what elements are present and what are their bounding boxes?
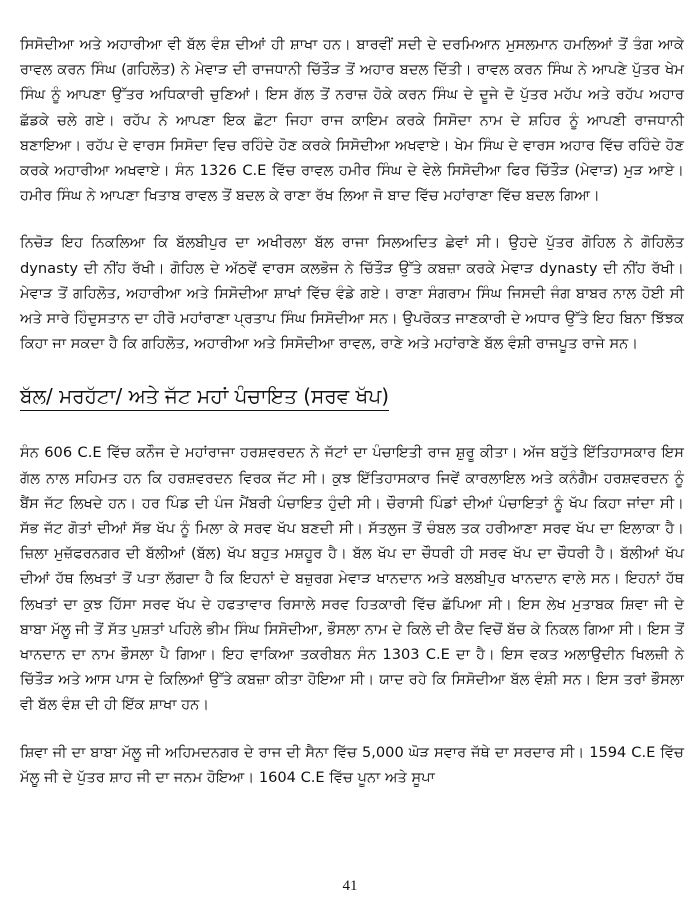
page-number: 41 <box>342 878 358 894</box>
paragraph-shivaji: ਸ਼ਿਵਾ ਜੀ ਦਾ ਬਾਬਾ ਮੱਲੂ ਜੀ ਅਹਿਮਦਨਗਰ ਦੇ ਰਾਜ ਦੀ ਸੈਨਾ ਵਿੱਚ 5,000 ਘੋੜ ਸਵਾਰ ਜੱਥੇ ਦਾ ਸਰਦਾਰ ਸੀ। 1594 C.E ਵਿੱਚ ਮੱਲੂ ਜੀ ਦੇ ਪੁੱਤਰ ਸ਼ਾਹ ਜੀ ਦਾ ਜਨਮ ਹੋਇਆ। 1604 C.E ਵਿੱਚ ਪੂਨਾ ਅਤੇ ਸੂਪਾ <box>20 743 684 786</box>
paragraph-sisodia-ahariya: ਸਿਸੋਦੀਆ ਅਤੇ ਅਹਾਰੀਆ ਵੀ ਬੱਲ ਵੰਸ਼ ਦੀਆਂ ਹੀ ਸ਼ਾਖਾ ਹਨ। ਬਾਰਵੀਂ ਸਦੀ ਦੇ ਦਰਮਿਆਨ ਮੁਸਲਮਾਨ ਹਮਲਿਆਂ ਤੋਂ ਤੰਗ ਆਕੇ ਰਾਵਲ ਕਰਨ ਸਿੰਘ (ਗਹਿਲੋਤ) ਨੇ ਮੇਵਾੜ ਦੀ ਰਾਜਧਾਨੀ ਚਿੱਤੌੜ ਤੋਂ ਅਹਾਰ ਬਦਲ ਦਿੱਤੀ। ਰਾਵਲ ਕਰਨ ਸਿੰਘ ਨੇ ਆਪਣੇ ਪੁੱਤਰ ਖੇਮ ਸਿੰਘ ਨੂੰ ਆਪਣਾ ਉੱਤਰ ਅਧਿਕਾਰੀ ਚੁਣਿਆਂ। ਇਸ ਗੱਲ ਤੋਂ ਨਰਾਜ਼ ਹੋਕੇ ਕਰਨ ਸਿੰਘ ਦੇ ਦੂਜੇ ਦੋ ਪੁੱਤਰ ਮਹੱਪ ਅਤੇ ਰਹੱਪ ਅਹਾਰ ਛੱਡਕੇ ਚਲੇ ਗਏ। ਰਹੱਪ ਨੇ ਆਪਣਾ ਇਕ ਛੋਟਾ ਜਿਹਾ ਰਾਜ ਕਾਇਮ ਕਰਕੇ ਸਿਸੋਦਾ ਨਾਮ ਦੇ ਸ਼ਹਿਰ ਨੂੰ ਆਪਣੀ ਰਾਜਧਾਨੀ ਬਣਾਇਆ। ਰਹੱਪ ਦੇ ਵਾਰਸ ਸਿਸੋਦਾ ਵਿਚ ਰਹਿੰਦੇ ਹੋਣ ਕਰਕੇ ਸਿਸੋਦੀਆ ਅਖਵਾਏ। ਖੇਮ ਸਿੰਘ ਦੇ ਵਾਰਸ ਅਹਾਰ ਵਿੱਚ ਰਹਿੰਦੇ ਹੋਣ ਕਰਕੇ ਅਹਾਰੀਆ ਅਖਵਾਏ। ਸੰਨ 1326 C.E ਵਿੱਚ ਰਾਵਲ ਹਮੀਰ ਸਿੰਘ ਦੇ ਵੇਲੇ ਸਿਸੋਦੀਆ ਫਿਰ ਚਿੱਤੌੜ (ਮੇਵਾੜ) ਮੁੜ ਆਏ। ਹਮੀਰ ਸਿੰਘ ਨੇ ਆਪਣਾ ਖਿਤਾਬ ਰਾਵਲ ਤੋਂ ਬਦਲ ਕੇ ਰਾਣਾ ਰੱਖ ਲਿਆ ਜੋ ਬਾਦ ਵਿੱਚ ਮਹਾਂਰਾਣਾ ਵਿੱਚ ਬਦਲ ਗਿਆ। <box>20 36 684 205</box>
paragraph-conclusion: ਨਿਚੋੜ ਇਹ ਨਿਕਲਿਆ ਕਿ ਬੱਲਬੀਪੁਰ ਦਾ ਅਖੀਰਲਾ ਬੱਲ ਰਾਜਾ ਸਿਲਅਦਿਤ ਛੇਵਾਂ ਸੀ। ਉਹਦੇ ਪੁੱਤਰ ਗੋਹਿਲ ਨੇ ਗੋਹਿਲੋਤ dynasty ਦੀ ਨੀਂਹ ਰੱਖੀ। ਗੋਹਿਲ ਦੇ ਅੱਠਵੇਂ ਵਾਰਸ ਕਲਭੋਜ ਨੇ ਚਿੱਤੌੜ ਉੱਤੇ ਕਬਜ਼ਾ ਕਰਕੇ ਮੇਵਾੜ dynasty ਦੀ ਨੀਂਹ ਰੱਖੀ। ਮੇਵਾੜ ਤੋਂ ਗਹਿਲੋਤ, ਅਹਾਰੀਆ ਅਤੇ ਸਿਸੋਦੀਆ ਸ਼ਾਖਾਂ ਵਿੱਚ ਵੰਡੇ ਗਏ। ਰਾਣਾ ਸੰਗਰਾਮ ਸਿੰਘ ਜਿਸਦੀ ਜੰਗ ਬਾਬਰ ਨਾਲ ਹੋਈ ਸੀ ਅਤੇ ਸਾਰੇ ਹਿੰਦੁਸਤਾਨ ਦਾ ਹੀਰੋ ਮਹਾਂਰਾਣਾ ਪ੍ਰਤਾਪ ਸਿੰਘ ਸਿਸੋਦੀਆ ਸਨ। ਉਪਰੋਕਤ ਜਾਣਕਾਰੀ ਦੇ ਅਧਾਰ ਉੱਤੇ ਇਹ ਬਿਨਾ ਝਿੱਝਕ ਕਿਹਾ ਜਾ ਸਕਦਾ ਹੈ ਕਿ ਗਹਿਲੋਤ, ਅਹਾਰੀਆ ਅਤੇ ਸਿਸੋਦੀਆ ਰਾਵਲ, ਰਾਣੇ ਅਤੇ ਮਹਾਂਰਾਣੇ ਬੱਲ ਵੰਸ਼ੀ ਰਾਜਪੂਤ ਰਾਜੇ ਸਨ। <box>20 234 684 353</box>
section-heading <box>20 382 684 410</box>
paragraph-panchayat: ਸੰਨ 606 C.E ਵਿੱਚ ਕਨੌਜ ਦੇ ਮਹਾਂਰਾਜਾ ਹਰਸ਼ਵਰਦਨ ਨੇ ਜੱਟਾਂ ਦਾ ਪੰਚਾਇਤੀ ਰਾਜ ਸ਼ੁਰੂ ਕੀਤਾ। ਅੱਜ ਬਹੁੱਤੇ ਇੱਤਿਹਾਸਕਾਰ ਇਸ ਗੱਲ ਨਾਲ ਸਹਿਮਤ ਹਨ ਕਿ ਹਰਸ਼ਵਰਦਨ ਵਿਰਕ ਜੱਟ ਸੀ। ਕੁਝ ਇੱਤਿਹਾਸਕਾਰ ਜਿਵੇਂ ਕਾਰਲਾਇਲ ਅਤੇ ਕਨੰਗੈਮ ਹਰਸ਼ਵਰਦਨ ਨੂੰ ਬੈਂਸ ਜੱਟ ਲਿਖਦੇ ਹਨ। ਹਰ ਪਿੰਡ ਦੀ ਪੰਜ ਮੈਂਬਰੀ ਪੰਚਾਇਤ ਹੁੰਦੀ ਸੀ। ਚੌਰਾਸੀ ਪਿੰਡਾਂ ਦੀਆਂ ਪੰਚਾਇਤਾਂ ਨੂੰ ਖੱਪ ਕਿਹਾ ਜਾਂਦਾ ਸੀ। ਸੱਭ ਜੱਟ ਗੋਤਾਂ ਦੀਆਂ ਸੱਭ ਖੱਪ ਨੂੰ ਮਿਲਾ ਕੇ ਸਰਵ ਖੱਪ ਬਣਦੀ ਸੀ। ਸੱਤਲੁਜ ਤੋਂ ਚੰਬਲ ਤਕ ਹਰੀਆਣਾ ਸਰਵ ਖੱਪ ਦਾ ਇਲਾਕਾ ਹੈ। ਜ਼ਿਲਾ ਮੁਜ਼ੱਫਰਨਗਰ ਦੀ ਬੱਲੀਆਂ (ਬੱਲ) ਖੱਪ ਬਹੁਤ ਮਸ਼ਹੂਰ ਹੈ। ਬੱਲ ਖੱਪ ਦਾ ਚੌਧਰੀ ਹੀ ਸਰਵ ਖੱਪ ਦਾ ਚੌਧਰੀ ਹੈ। ਬੱਲੀਆਂ ਖੱਪ ਦੀਆਂ ਹੱਥ ਲਿਖਤਾਂ ਤੋਂ ਪਤਾ ਲੱਗਦਾ ਹੈ ਕਿ ਇਹਨਾਂ ਦੇ ਬਜ਼ੁਰਗ ਮੇਵਾੜ ਖਾਨਦਾਨ ਅਤੇ ਬਲਬੀਪੁਰ ਖਾਨਦਾਨ ਵਾਲੇ ਸਨ। ਇਹਨਾਂ ਹੱਥ ਲਿਖਤਾਂ ਦਾ ਕੁਝ ਹਿੱਸਾ ਸਰਵ ਖੱਪ ਦੇ ਹਫਤਾਵਾਰ ਰਿਸਾਲੇ ਸਰਵ ਹਿਤਕਾਰੀ ਵਿੱਚ ਛੱਪਿਆ ਸੀ। ਇਸ ਲੇਖ ਮੁਤਾਬਕ ਸ਼ਿਵਾ ਜੀ ਦੇ ਬਾਬਾ ਮੱਲੂ ਜੀ ਤੋਂ ਸੱਤ ਪੁਸ਼ਤਾਂ ਪਹਿਲੇ ਭੀਮ ਸਿੰਘ ਸਿਸੋਦੀਆ, ਭੌਸਲਾ ਨਾਮ ਦੇ ਕਿਲੇ ਦੀ ਕੈਦ ਵਿਚੋਂ ਬੱਚ ਕੇ ਨਿਕਲ ਗਿਆ ਸੀ। ਇਸ ਤੋਂ ਖਾਨਦਾਨ ਦਾ ਨਾਮ ਭੌਸਲਾ ਪੈ ਗਿਆ। ਇਹ ਵਾਕਿਆ ਤਕਰੀਬਨ ਸੰਨ 1303 C.E ਦਾ ਹੈ। ਇਸ ਵਕਤ ਅਲਾਉਦੀਨ ਖਿਲਜ਼ੀ ਨੇ ਚਿੱਤੌੜ ਅਤੇ ਆਸ ਪਾਸ ਦੇ ਕਿਲਿਆਂ ਉੱਤੇ ਕਬਜ਼ਾ ਕੀਤਾ ਹੋਇਆ ਸੀ। ਯਾਦ ਰਹੇ ਕਿ ਸਿਸੋਦੀਆ ਬੱਲ ਵੰਸ਼ੀ ਸਨ। ਇਸ ਤਰਾਂ ਭੌਸਲਾ ਵੀ ਬੱਲ ਵੰਸ਼ ਦੀ ਹੀ ਇੱਕ ਸ਼ਾਖਾ ਹਨ। <box>20 444 684 714</box>
section-heading-text: ਬੱਲ/ ਮਰਹੱਟਾ/ ਅਤੇ ਜੱਟ ਮਹਾਂ ਪੰਚਾਇਤ (ਸਰਵ ਖੱਪ) <box>20 384 389 411</box>
document-page <box>20 32 684 790</box>
